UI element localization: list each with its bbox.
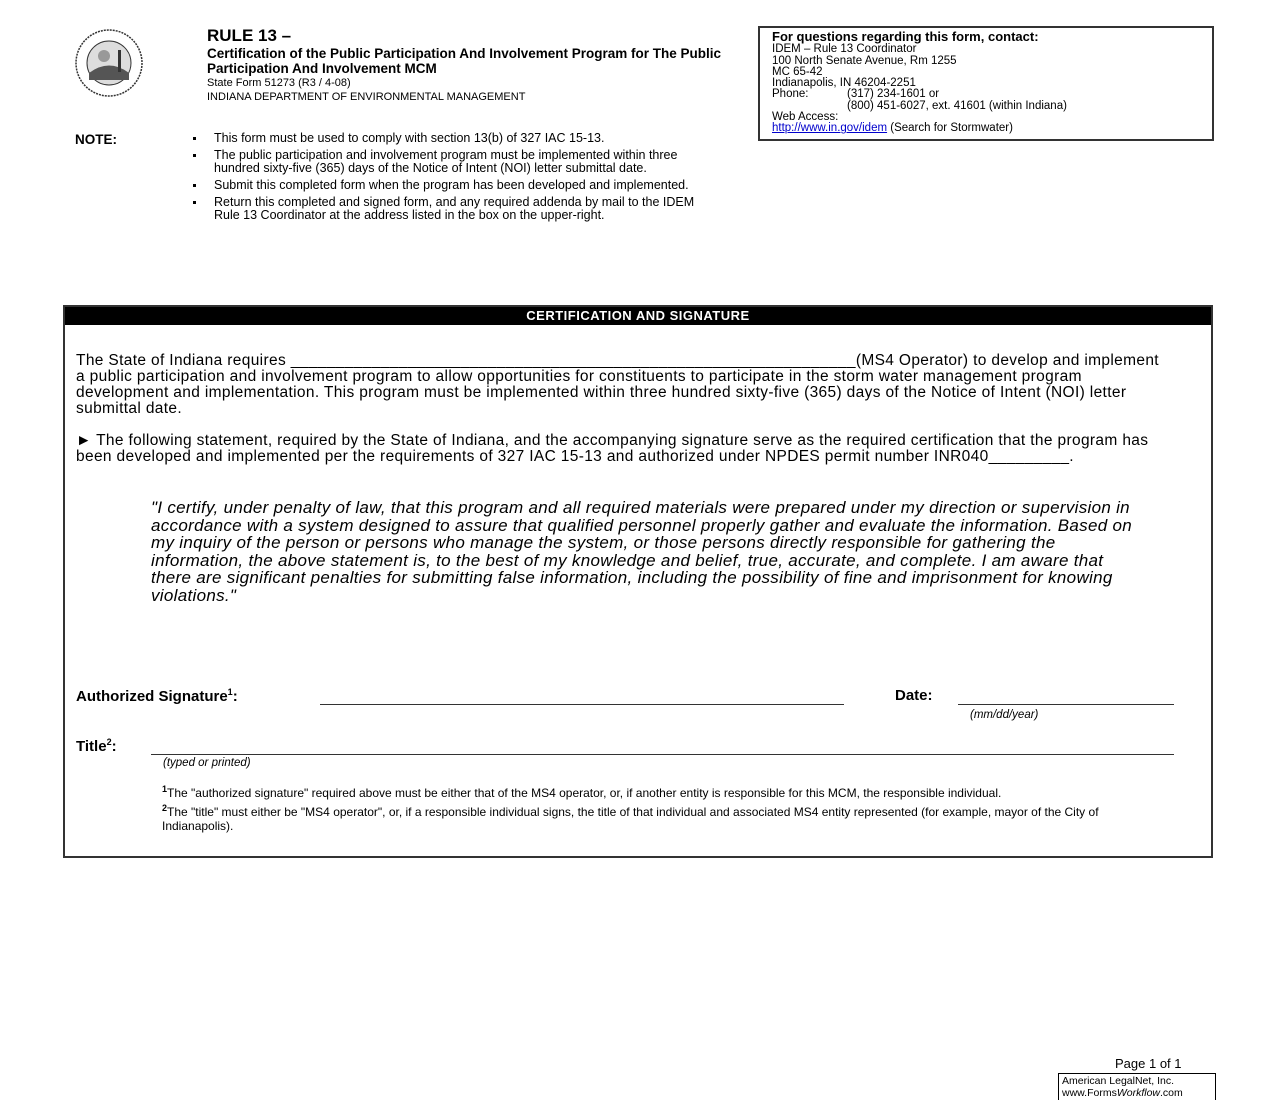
note-list [190, 132, 720, 226]
signature-field[interactable] [320, 687, 844, 705]
phone-1: (317) 234-1601 or [847, 88, 940, 101]
note-label: NOTE: [75, 132, 117, 147]
form-number: State Form 51273 (R3 / 4-08) [207, 77, 351, 89]
web-label: Web Access: [772, 111, 839, 124]
title-field[interactable] [151, 737, 1174, 755]
phone-2: (800) 451-6027, ext. 41601 (within Indiana) [847, 99, 1067, 112]
date-field[interactable] [958, 687, 1174, 705]
title-label: Title$^2$: [76, 737, 117, 755]
phone-label: Phone: [772, 88, 809, 101]
form-title: Certification of the Public Participation And Involvement Program for The Public Participation And Involvement MCM [207, 46, 722, 76]
date-format-hint: (mm/dd/year) [970, 709, 1039, 721]
footnote-2: $^2$The "title" must either be "MS4 operator", or, if a responsible individual signs, the title of that individual and associated MS4 entity represented (for example, mayor of the City of Indianapolis). [162, 802, 1099, 833]
web-note: (Search for Stormwater) [887, 122, 1013, 135]
title-hint: (typed or printed) [163, 757, 251, 769]
vendor-name: American LegalNet, Inc. [1062, 1075, 1175, 1087]
statement-paragraph: ► The following statement, required by the State of Indiana, and the accompanying signature serve as the required certification that the program has been developed and implemented per the requirements of 327 IAC 15-13 and authorized under NPDES permit number INR040_________. [76, 432, 1149, 465]
page-number: Page 1 of 1 [1115, 1056, 1182, 1071]
contact-line: 100 North Senate Avenue, Rm 1255 [772, 54, 957, 67]
footnotes [162, 782, 1172, 834]
contact-line: Indianapolis, IN 46204-2251 [772, 77, 916, 90]
certification-quote: "I certify, under penalty of law, that this program and all required materials were prepared under my direction or supervision in accordance with a system designed to assure that qualified personnel properly gather and evaluate the information. Based on my inquiry of the person or persons who manage the system, or those persons directly responsible for gathering the information, the above statement is, to the best of my knowledge and belief, true, accurate, and complete. I am aware that there are significant penalties for submitting false information, including the possibility of fine and imprisonment for knowing violations." [151, 498, 1132, 605]
certification-section [63, 305, 1213, 858]
indiana-state-seal-icon [74, 28, 144, 98]
footnote-1: $^1$The "authorized signature" required above must be either that of the MS4 operator, or, if another entity is responsible for this MCM, the responsible individual. [162, 784, 1002, 800]
contact-line: MC 65-42 [772, 65, 823, 78]
signature-label: Authorized Signature$^1$: [76, 687, 238, 705]
rule-heading: RULE 13 – [207, 26, 292, 45]
note-item: The public participation and involvement program must be implemented within three hundred sixty-five (365) days of the Notice of Intent (NOI) letter submittal date. [190, 149, 720, 175]
agency-name: INDIANA DEPARTMENT OF ENVIRONMENTAL MANAGEMENT [207, 91, 526, 103]
requirement-paragraph: The State of Indiana requires _______________________________________________________________(MS4 Operator) to develop and implement a public participation and involvement program to allow opportunities for constituents to participate in the storm water management program development and implementation. This program must be implemented within three hundred sixty-five (365) days of the Notice of Intent (NOI) letter submittal date. [76, 352, 1159, 417]
note-item: This form must be used to comply with section 13(b) of 327 IAC 15-13. [190, 132, 720, 145]
section-title: CERTIFICATION AND SIGNATURE [65, 307, 1211, 325]
vendor-url: www.FormsWorkflow.com [1062, 1087, 1183, 1099]
note-item: Return this completed and signed form, and any required addenda by mail to the IDEM Rule 13 Coordinator at the address listed in the box on the upper-right. [190, 196, 720, 222]
idem-web-link[interactable]: http://www.in.gov/idem [772, 122, 888, 135]
contact-line: IDEM – Rule 13 Coordinator [772, 43, 917, 56]
date-label: Date: [895, 687, 933, 704]
contact-heading: For questions regarding this form, contact: [772, 29, 1039, 44]
note-item: Submit this completed form when the program has been developed and implemented. [190, 179, 720, 192]
contact-box [758, 26, 1214, 141]
form-header [207, 26, 747, 104]
vendor-stamp [1058, 1073, 1216, 1100]
